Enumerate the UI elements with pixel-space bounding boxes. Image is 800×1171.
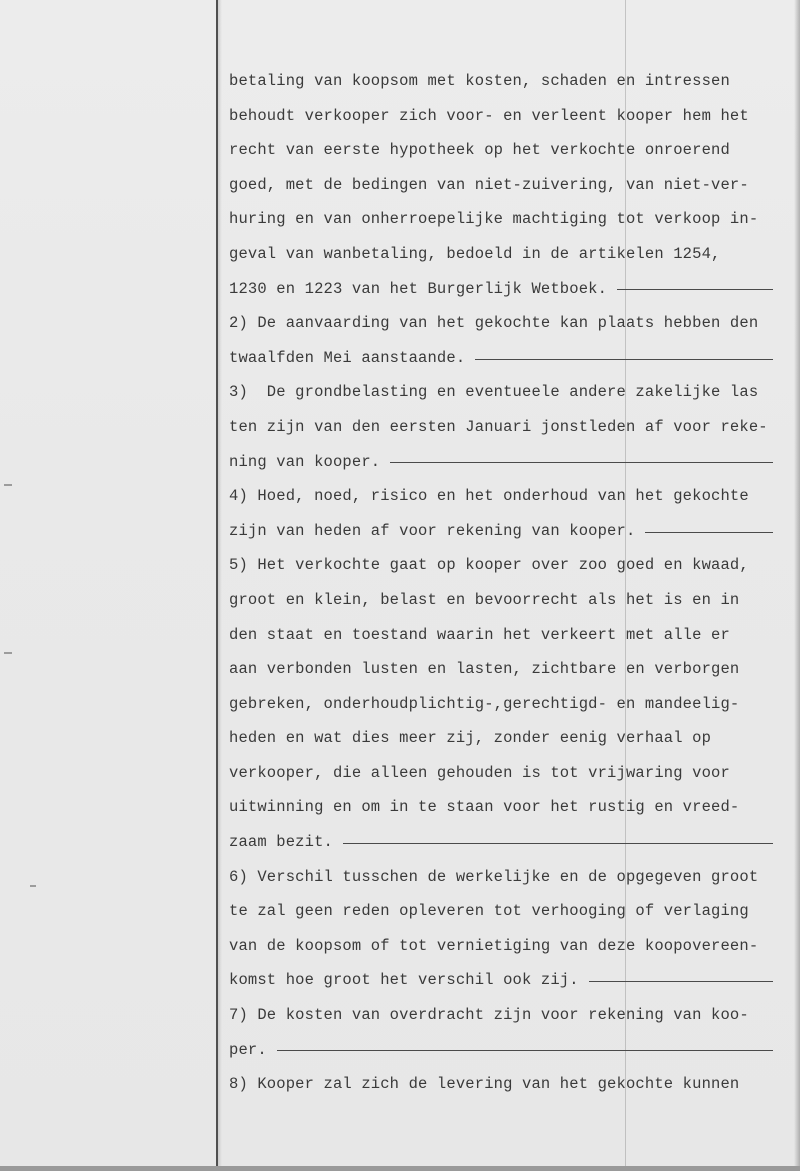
text-line xyxy=(229,99,799,134)
text-line-content: zijn van heden af voor rekening van kooper. xyxy=(229,521,636,540)
text-line-content: gebreken, onderhoudplichtig-,gerechtigd- en mandeelig- xyxy=(229,694,740,713)
filler-rule-line xyxy=(390,462,773,463)
filler-rule-line xyxy=(645,532,773,533)
text-line-content: geval van wanbetaling, bedoeld in de artikelen 1254, xyxy=(229,244,721,263)
text-line-content: heden en wat dies meer zij, zonder eenig verhaal op xyxy=(229,729,712,748)
text-line xyxy=(229,410,799,445)
text-line xyxy=(229,963,799,998)
text-line-content: komst hoe groot het verschil ook zij. xyxy=(229,971,579,990)
text-line-content: 7) De kosten van overdracht zijn voor rekening van koo- xyxy=(229,1006,749,1025)
text-line xyxy=(229,445,799,480)
text-line-content: 6) Verschil tusschen de werkelijke en de opgegeven groot xyxy=(229,867,759,886)
text-line-content: 2) De aanvaarding van het gekochte kan plaats hebben den xyxy=(229,314,759,333)
filler-rule-line xyxy=(589,981,773,982)
text-line-content: zaam bezit. xyxy=(229,833,333,852)
filler-rule-line xyxy=(277,1050,773,1051)
text-line-content: twaalfden Mei aanstaande. xyxy=(229,348,466,367)
text-line xyxy=(229,998,799,1033)
text-line xyxy=(229,756,799,791)
text-line-content: den staat en toestand waarin het verkeert met alle er xyxy=(229,625,730,644)
text-line-content: 1230 en 1223 van het Burgerlijk Wetboek. xyxy=(229,279,608,298)
text-line xyxy=(229,721,799,756)
text-line-content: 8) Kooper zal zich de levering van het gekochte kunnen xyxy=(229,1075,740,1094)
text-line-content: 4) Hoed, noed, risico en het onderhoud van het gekochte xyxy=(229,487,749,506)
text-line xyxy=(229,929,799,964)
text-line-content: aan verbonden lusten en lasten, zichtbare en verborgen xyxy=(229,660,740,679)
text-line xyxy=(229,652,799,687)
text-line xyxy=(229,272,799,307)
text-line xyxy=(229,237,799,272)
text-line-content: uitwinning en om in te staan voor het rustig en vreed- xyxy=(229,798,740,817)
text-line-content: ning van kooper. xyxy=(229,452,381,471)
text-line-content: ten zijn van den eersten Januari jonstleden af voor reke- xyxy=(229,417,768,436)
text-line xyxy=(229,202,799,237)
text-line-content: verkooper, die alleen gehouden is tot vrijwaring voor xyxy=(229,763,730,782)
text-line xyxy=(229,583,799,618)
text-line xyxy=(229,790,799,825)
page-fold-shadow xyxy=(218,0,222,1171)
text-line xyxy=(229,860,799,895)
text-line xyxy=(229,514,799,549)
text-line-content: recht van eerste hypotheek op het verkochte onroerend xyxy=(229,141,730,160)
filler-rule-line xyxy=(475,359,773,360)
text-line-content: goed, met de bedingen van niet-zuivering, van niet-ver- xyxy=(229,175,749,194)
text-line-content: 5) Het verkochte gaat op kooper over zoo goed en kwaad, xyxy=(229,556,749,575)
margin-speck xyxy=(4,484,12,486)
text-line xyxy=(229,894,799,929)
text-line xyxy=(229,64,799,99)
text-line-content: per. xyxy=(229,1040,267,1059)
text-line-content: behoudt verkooper zich voor- en verleent kooper hem het xyxy=(229,106,749,125)
text-line xyxy=(229,479,799,514)
margin-speck xyxy=(30,885,36,887)
text-line xyxy=(229,168,799,203)
text-line xyxy=(229,618,799,653)
typed-text-block xyxy=(229,64,799,1102)
text-line-content: 3) De grondbelasting en eventueele andere zakelijke las xyxy=(229,383,759,402)
text-line xyxy=(229,548,799,583)
page-bottom-edge xyxy=(0,1166,800,1171)
text-line-content: groot en klein, belast en bevoorrecht als het is en in xyxy=(229,590,740,609)
text-line xyxy=(229,375,799,410)
text-line-content: betaling van koopsom met kosten, schaden en intressen xyxy=(229,72,730,90)
text-line xyxy=(229,341,799,376)
text-line xyxy=(229,133,799,168)
text-line xyxy=(229,306,799,341)
text-line xyxy=(229,1067,799,1102)
text-line-content: te zal geen reden opleveren tot verhooging of verlaging xyxy=(229,902,749,921)
text-line-content: van de koopsom of tot vernietiging van deze koopovereen- xyxy=(229,936,759,955)
filler-rule-line xyxy=(617,289,773,290)
text-line-content: huring en van onherroepelijke machtiging tot verkoop in- xyxy=(229,210,759,229)
margin-speck xyxy=(4,652,12,654)
text-line xyxy=(229,825,799,860)
filler-rule-line xyxy=(343,843,773,844)
text-line xyxy=(229,1033,799,1068)
text-line xyxy=(229,687,799,722)
